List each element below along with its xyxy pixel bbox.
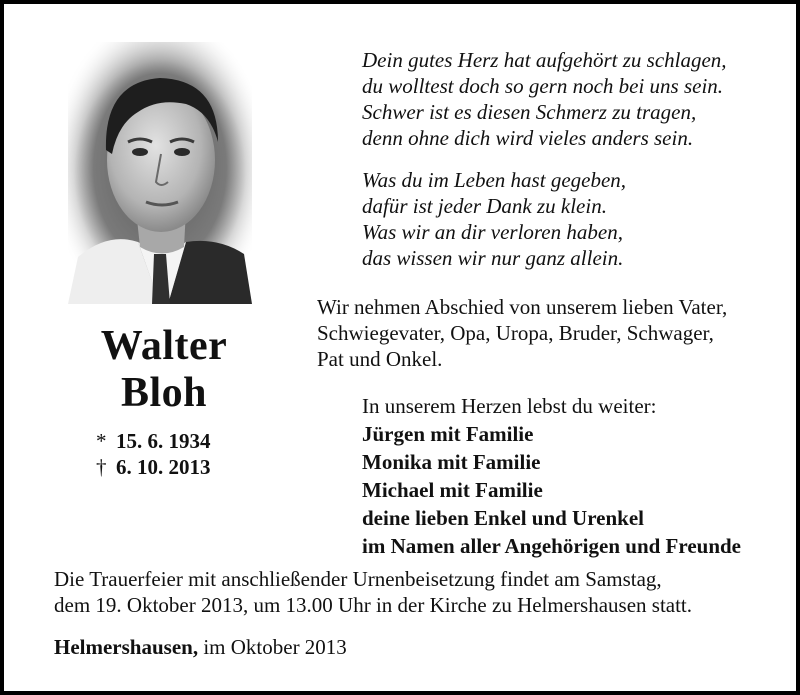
farewell-line: Pat und Onkel. <box>317 347 443 371</box>
farewell-line: Wir nehmen Abschied von unserem lieben Vater, <box>317 295 728 319</box>
deceased-first-name: Walter <box>100 323 228 369</box>
mourner-item: im Namen aller Angehörigen und Freunde <box>362 534 741 558</box>
mourner-item: Michael mit Familie <box>362 478 543 502</box>
death-cross-icon: † <box>96 455 107 479</box>
poem-line: Dein gutes Herz hat aufgehört zu schlagen, <box>362 48 727 72</box>
poem-line: Schwer ist es diesen Schmerz zu tragen, <box>362 100 697 124</box>
deceased-last-name: Bloh <box>120 370 208 416</box>
mourner-item: deine lieben Enkel und Urenkel <box>362 506 645 530</box>
poem-stanza-1 <box>362 47 727 151</box>
portrait-photo <box>68 42 252 304</box>
mourner-item: Monika mit Familie <box>362 450 541 474</box>
place-name: Helmershausen, <box>54 635 199 659</box>
poem-stanza-2 <box>362 167 626 271</box>
death-date: 6. 10. 2013 <box>116 455 211 479</box>
portrait-illustration <box>68 42 252 304</box>
funeral-line-2: dem 19. Oktober 2013, um 13.00 Uhr in der Kirche zu Helmershausen statt. <box>54 593 693 617</box>
farewell-line: Schwiegevater, Opa, Uropa, Bruder, Schwager, <box>317 321 714 345</box>
mourners-list <box>362 392 741 560</box>
poem-line: du wolltest doch so gern noch bei uns sein. <box>362 74 724 98</box>
notice-date: im Oktober 2013 <box>203 635 347 659</box>
death-line <box>96 454 211 480</box>
birth-star-icon: * <box>96 429 107 453</box>
poem-line: denn ohne dich wird vieles anders sein. <box>362 126 694 150</box>
birth-line <box>96 428 211 454</box>
funeral-line-1: Die Trauerfeier mit anschließender Urnenbeisetzung findet am Samstag, <box>54 567 662 591</box>
life-dates <box>96 428 211 480</box>
birth-date: 15. 6. 1934 <box>116 429 211 453</box>
poem-line: das wissen wir nur ganz allein. <box>362 246 624 270</box>
poem-line: Was wir an dir verloren haben, <box>362 220 623 244</box>
farewell-text <box>317 294 727 372</box>
mourners-intro: In unserem Herzen lebst du weiter: <box>362 394 657 418</box>
mourner-item: Jürgen mit Familie <box>362 422 534 446</box>
poem-line: dafür ist jeder Dank zu klein. <box>362 194 607 218</box>
poem-line: Was du im Leben hast gegeben, <box>362 168 627 192</box>
funeral-info <box>54 566 693 659</box>
place-and-date <box>54 634 347 660</box>
